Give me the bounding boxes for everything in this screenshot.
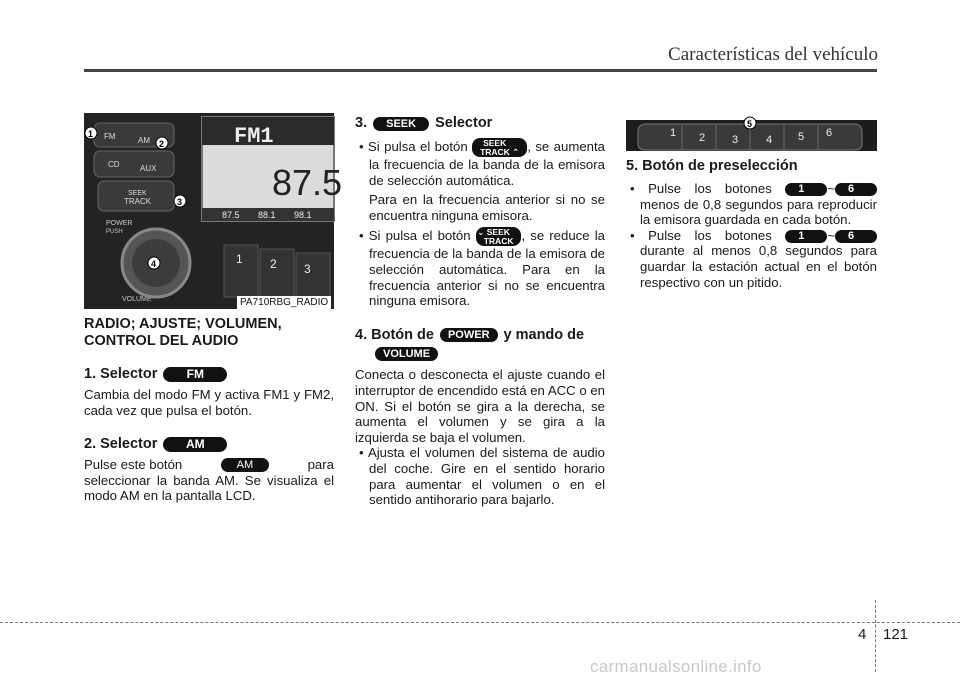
chapter-number: 4 [858,626,867,643]
section-title-line2: CONTROL DEL AUDIO [84,333,239,349]
header-rule [84,69,877,72]
display-preset-1: 87.5 [222,210,240,220]
seek-up-note: Para en la frecuencia anterior si no se encuentra ninguna emisora. [369,192,605,223]
btn-seek-label: SEEK [128,190,147,197]
right-column [626,158,877,290]
page-number: 121 [883,626,909,643]
seek-selector-heading [355,115,605,132]
section-title-line1: RADIO; AJUSTE; VOLUMEN, [84,316,282,332]
panel-key-2: 2 [699,132,706,144]
seek-down-text-b: , se reduce [521,228,590,244]
btn-aux-label: AUX [140,164,157,173]
callout-4: 4 [151,259,157,269]
middle-column [355,115,605,508]
am-badge: AM [163,437,227,452]
callout-5: 5 [747,119,753,129]
section-4-label-b: y mando de [503,326,585,343]
preset-to-badge-1: 6 [835,183,877,196]
seek-up-badge-bottom: TRACK [480,146,510,157]
display-preset-2: 88.1 [258,210,276,220]
power-label: POWER [106,220,133,227]
running-header-title: Características del vehículo [668,44,878,65]
selector-am-text-rest: seleccionar la banda AM. Se visualiza el modo AM en la pantalla LCD. [84,472,334,504]
seek-badge: SEEK [373,117,429,131]
preset-heading: 5. Botón de preselección [626,158,798,174]
preset-from-badge-2: 1 [785,230,827,243]
seek-down-bullet: • Si pulsa el botón ⌄ SEEK TRACK , se reduce la frecuencia de la banda de la emisora de selección automática. Para en la frecuencia anterior si no se encuentra ninguna emisora. [359,227,605,309]
btn-am-label: AM [138,136,150,145]
preset-to-badge-2: 6 [835,230,877,243]
seek-down-badge-bottom: TRACK [483,235,514,246]
preset-panel-illustration [626,120,877,151]
btn-fm-label: FM [104,132,116,141]
preset-b1-text-b: menos de 0,8 segundos para reproducir la emisora guardada en cada botón. [640,196,877,228]
volume-bullet-text: Ajusta el volumen del sistema de audio del coche. Gire en el sentido horario para aumentar el volumen o en el sentido antihorario para bajarlo. [367,445,605,508]
seek-up-bullet: • Si pulsa el botón SEEK TRACK ⌃ , se aumenta la frecuencia de la banda de la emisora de selección automática. [359,138,605,188]
preset-tilde-1: ~ [827,181,836,196]
seek-up-badge-top: SEEK [483,138,507,148]
power-badge: POWER [440,328,498,342]
display-preset-3: 98.1 [294,210,312,220]
display-band: FM1 [234,124,274,149]
btn-track-label: TRACK [124,197,152,206]
radio-figure [84,113,343,309]
section-3-number: 3. [355,115,368,131]
figure-label: PA710RBG_RADIO [237,296,331,309]
seek-up-badge: SEEK TRACK ⌃ [472,138,527,157]
am-text-b: para [307,457,334,473]
seek-down-badge-top: SEEK [486,227,510,238]
power-volume-text: Conecta o desconecta el ajuste cuando el interruptor de encendido está en ACC o en ON. Si el botón se gira a la derecha, se aumenta el volumen y se gira a la izquierda se baja el volumen. [355,367,605,445]
am-text-a: Pulse este botón [84,457,183,473]
preset-key-3: 3 [304,262,311,276]
volume-badge: VOLUME [375,347,438,361]
callout-2: 2 [159,139,165,149]
preset-b2-text-b: durante al menos 0,8 segundos para guardar la estación actual en el botón respectivo con un pitido. [640,243,877,290]
selector-fm-text: Cambia del modo FM y activa FM1 y FM2, cada vez que pulsa el botón. [84,387,334,418]
section-3-label: Selector [435,115,493,131]
display-frequency: 87.5 [272,162,343,203]
selector-fm-heading [84,366,334,383]
watermark: carmanualsonline.info [590,657,762,676]
preset-tilde-2: ~ [827,227,836,243]
preset-panel-figure [626,120,877,151]
radio-illustration [84,113,343,309]
preset-bullet-1: • Pulse los botones 1 ~ 6 menos de 0,8 segundos para reproducir la emisora guardada en cada botón. [630,181,877,228]
page-number-separator [875,600,877,672]
seek-down-text-a: Si pulsa el botón [368,228,471,244]
panel-key-5: 5 [798,131,805,143]
seek-down-badge: ⌄ SEEK TRACK [476,227,522,246]
panel-key-1: 1 [670,127,677,139]
preset-from-badge-1: 1 [785,183,827,196]
selector-1-label: 1. Selector [84,366,158,382]
callout-1: 1 [88,129,94,139]
btn-cd-label: CD [108,160,120,169]
am-inline-badge: AM [221,458,269,472]
panel-key-6: 6 [826,127,833,139]
push-label: PUSH [106,229,123,235]
volume-bullet: • Ajusta el volumen del sistema de audio del coche. Gire en el sentido horario para aumentar el volumen o en el sentido antihorario para bajarlo. [359,445,605,508]
callout-3: 3 [177,197,183,207]
preset-b2-text-a: Pulse los botones [648,227,772,243]
panel-key-3: 3 [732,134,739,146]
seek-up-text-b: , se [527,138,550,154]
seek-up-text-a: Si pulsa el botón [368,138,468,154]
panel-key-4: 4 [766,134,773,146]
section-4-label-a: 4. Botón de [355,326,434,343]
volume-label: VOLUME [122,296,152,303]
footer-rule [0,622,960,623]
preset-bullet-2: • Pulse los botones 1 ~ 6 durante al menos 0,8 segundos para guardar la estación actual en el botón respectivo con un pitido. [630,227,877,290]
preset-key-2: 2 [270,257,277,271]
fm-badge: FM [163,367,227,382]
selector-am-heading [84,436,334,453]
preset-key-1: 1 [236,252,243,266]
selector-am-text-line1 [84,457,334,473]
selector-2-label: 2. Selector [84,436,158,453]
volume-badge-row [355,346,605,362]
seek-down-text-c: la frecuencia de la banda de la emisora de selección automática. Para en la frecuencia anterior si no se encuentra ninguna emisora. [369,228,605,309]
seek-up-text-c: aumenta la frecuencia de la banda de la emisora de selección automática. [369,138,605,188]
power-volume-heading [355,327,605,344]
left-column [84,316,334,504]
preset-b1-text-a: Pulse los botones [648,181,772,196]
